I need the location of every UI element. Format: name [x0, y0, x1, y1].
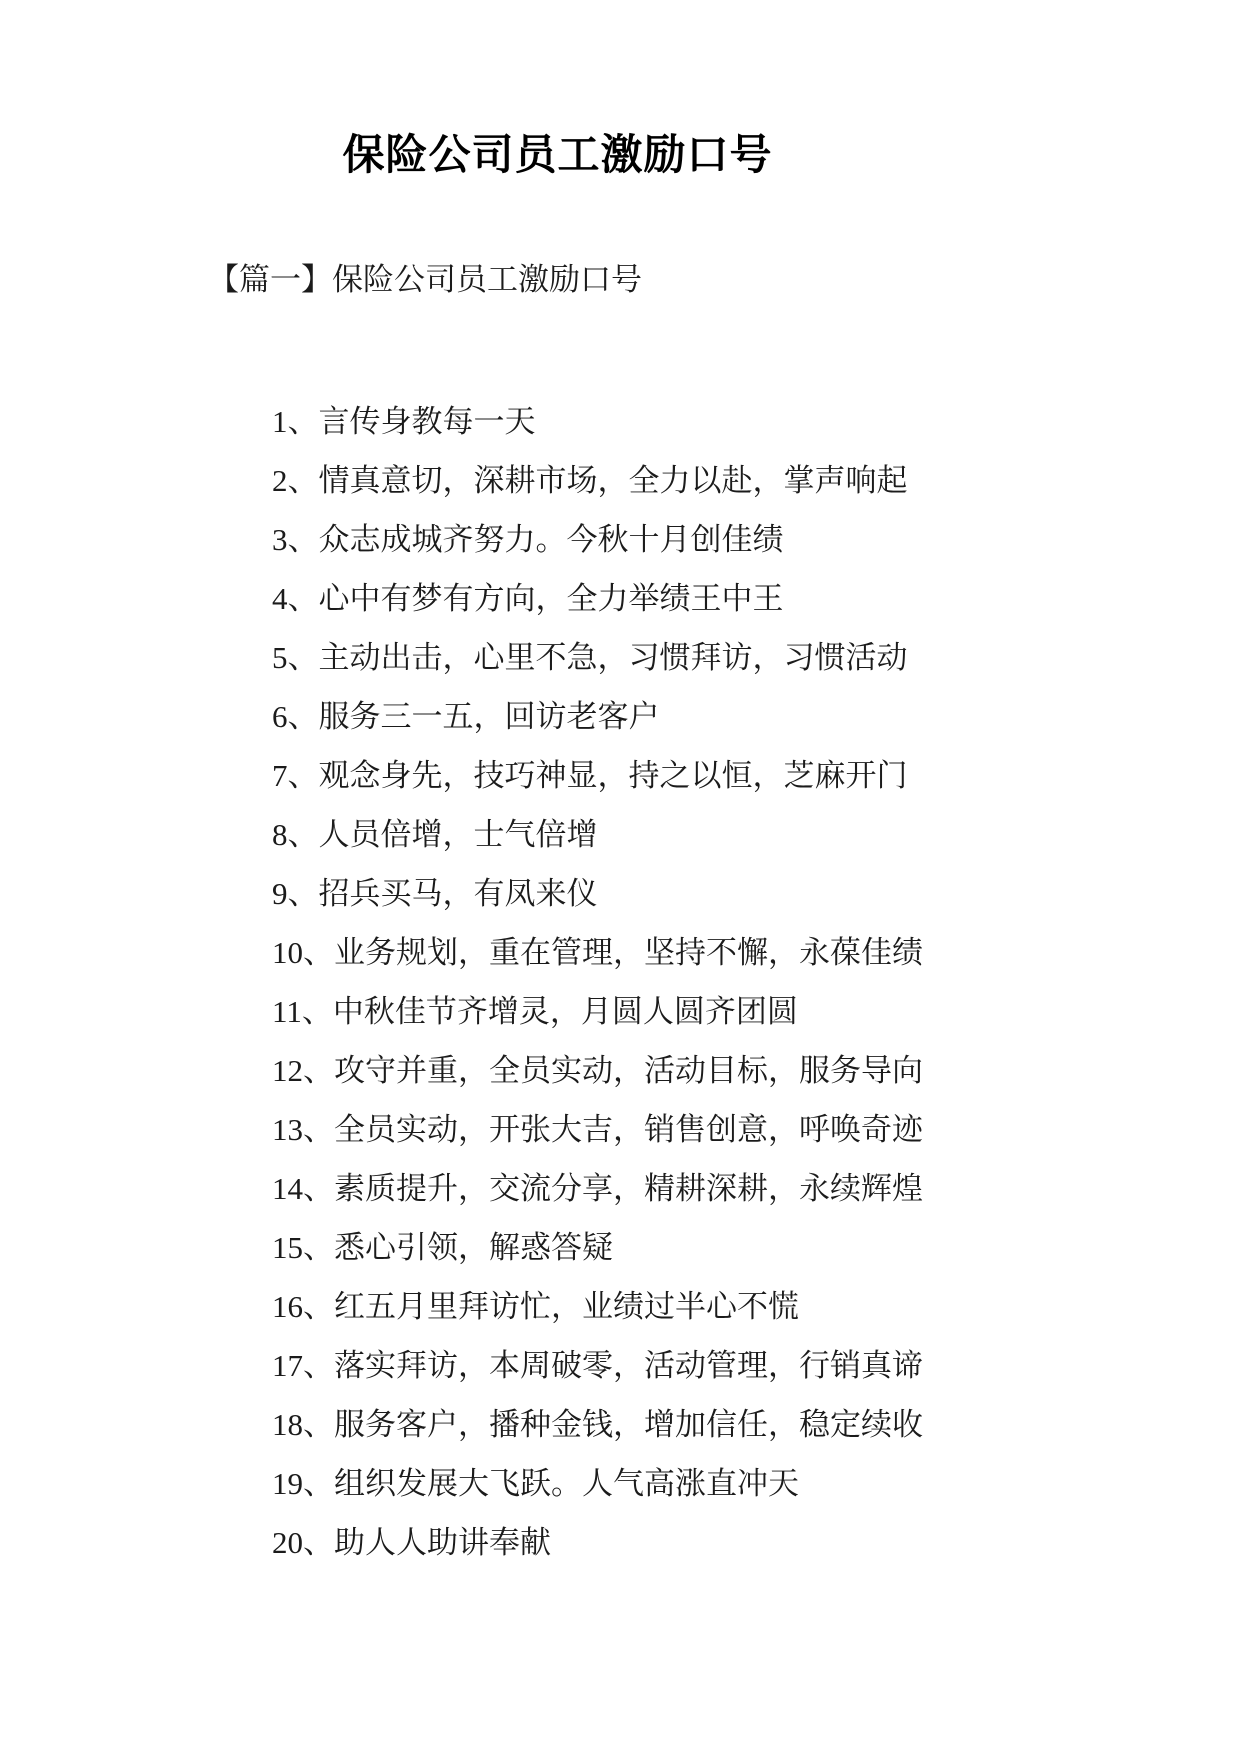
- slogan-item-18: 18、服务客户，播种金钱，增加信任，稳定续收: [272, 1407, 923, 1442]
- slogan-item-19: 19、组织发展大飞跃。人气高涨直冲天: [272, 1466, 799, 1501]
- slogan-item-10: 10、业务规划，重在管理，坚持不懈，永葆佳绩: [272, 935, 923, 970]
- slogan-item-1: 1、言传身教每一天: [272, 404, 536, 439]
- slogan-item-6: 6、服务三一五，回访老客户: [272, 699, 660, 734]
- slogan-item-8: 8、人员倍增，士气倍增: [272, 817, 598, 852]
- slogan-item-11: 11、中秋佳节齐增灵，月圆人圆齐团圆: [272, 994, 798, 1029]
- slogan-item-16: 16、红五月里拜访忙，业绩过半心不慌: [272, 1289, 799, 1324]
- slogan-item-14: 14、素质提升，交流分享，精耕深耕，永续辉煌: [272, 1171, 923, 1206]
- slogan-item-4: 4、心中有梦有方向，全力举绩王中王: [272, 581, 784, 616]
- slogan-item-12: 12、攻守并重，全员实动，活动目标，服务导向: [272, 1053, 923, 1088]
- slogan-item-2: 2、情真意切，深耕市场，全力以赴，掌声响起: [272, 463, 908, 498]
- slogan-item-13: 13、全员实动，开张大吉，销售创意，呼唤奇迹: [272, 1112, 923, 1147]
- slogan-item-3: 3、众志成城齐努力。今秋十月创佳绩: [272, 522, 784, 557]
- page-title: 保险公司员工激励口号: [342, 131, 773, 178]
- slogan-item-9: 9、招兵买马，有凤来仪: [272, 876, 598, 911]
- slogan-item-7: 7、观念身先，技巧神显，持之以恒，芝麻开门: [272, 758, 908, 793]
- slogan-item-5: 5、主动出击，心里不急，习惯拜访，习惯活动: [272, 640, 908, 675]
- section-heading: 【篇一】保险公司员工激励口号: [208, 262, 642, 297]
- slogan-list: [0, 392, 1241, 1572]
- slogan-item-17: 17、落实拜访，本周破零，活动管理，行销真谛: [272, 1348, 923, 1383]
- slogan-item-20: 20、助人人助讲奉献: [272, 1525, 551, 1560]
- slogan-item-15: 15、悉心引领，解惑答疑: [272, 1230, 613, 1265]
